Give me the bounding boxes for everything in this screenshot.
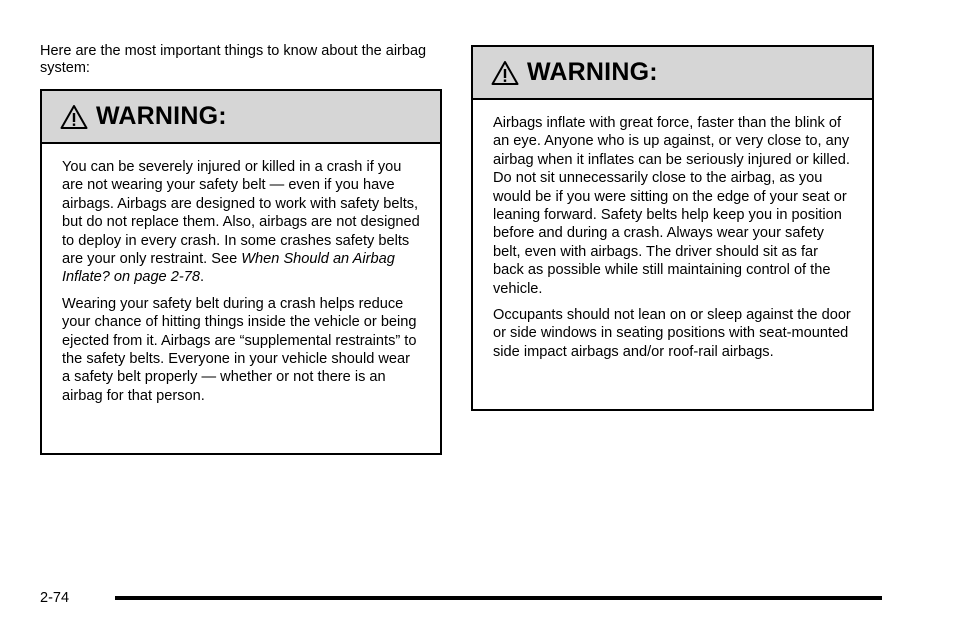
- warning-paragraph: Airbags inflate with great force, faster than the blink of an eye. Anyone who is up against, or very close to, any airbag when it inflates can be seriously injured or killed. Do not sit unnecessarily close to the airbag, as you would be if you were sitting on the edge of your seat or leaning forward. Safety belts help keep you in position before and during a crash. Always wear your safety belt, even with airbags. The driver should sit as far back as possible while still maintaining control of the vehicle.: [493, 115, 850, 297]
- warning-paragraph: [62, 158, 420, 287]
- warning-box-seatbelt: [40, 89, 442, 455]
- cross-reference: When Should an Airbag Inflate? on page 2-78: [62, 251, 395, 286]
- warning-body: [473, 100, 872, 373]
- footer-rule: [115, 596, 882, 600]
- warning-title: WARNING:: [96, 102, 227, 130]
- warning-body: [42, 144, 440, 417]
- warning-triangle-icon: [60, 104, 88, 130]
- warning-triangle-icon: [491, 60, 519, 86]
- warning-box-airbag-force: [471, 45, 874, 411]
- page-number: 2-74: [40, 590, 70, 606]
- warning-paragraph: Occupants should not lean on or sleep against the door or side windows in seating positions with seat-mounted side impact airbags and/or roof-rail airbags.: [493, 307, 851, 360]
- warning-header: [473, 47, 872, 100]
- paragraph-suffix: .: [199, 269, 205, 286]
- paragraph-text: You can be severely injured or killed in a crash if you are not wearing your safety belt — even if you have airbags. Airbags are designed to work with safety belts, but do not replace them. Also, airbags are not designed to deploy in every crash. In some crashes safety belts are your only restraint. See: [62, 159, 420, 268]
- intro-text: Here are the most important things to know about the airbag system:: [40, 43, 427, 76]
- warning-title: WARNING:: [527, 58, 658, 86]
- warning-paragraph: Wearing your safety belt during a crash helps reduce your chance of hitting things inside the vehicle or being ejected from it. Airbags are “supplemental restraints” to the safety belts. Everyone in your vehicle should wear a safety belt properly — whether or not there is an airbag for that person.: [62, 295, 417, 404]
- warning-header: [42, 91, 440, 144]
